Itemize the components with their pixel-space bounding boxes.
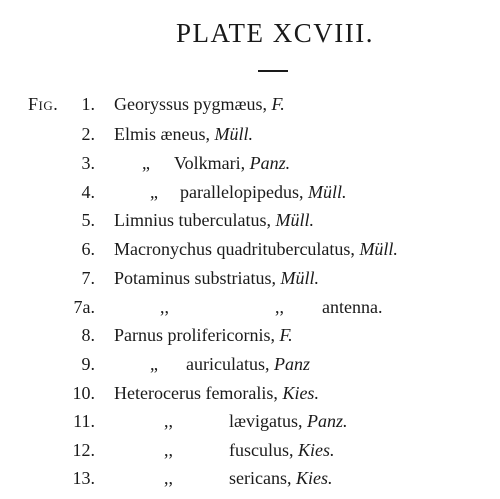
species-name bbox=[114, 380, 319, 406]
species-text: sericans, bbox=[229, 468, 292, 488]
figure-entry-8 bbox=[0, 322, 500, 348]
species-name bbox=[180, 179, 346, 205]
ditto-mark: „ bbox=[150, 354, 158, 374]
species-name bbox=[229, 408, 348, 434]
species-text: parallelopipedus, bbox=[180, 182, 304, 202]
figure-entry-11 bbox=[0, 408, 500, 434]
figure-number: 6. bbox=[81, 239, 95, 259]
ditto-mark: ,, bbox=[164, 468, 173, 488]
figure-number: 7a. bbox=[73, 297, 95, 317]
species-author: Kies. bbox=[298, 440, 335, 460]
figure-entry-7 bbox=[0, 265, 500, 291]
figure-entry-5 bbox=[0, 207, 500, 233]
figure-number: 9. bbox=[81, 354, 95, 374]
species-name bbox=[114, 121, 253, 147]
figure-entry-6 bbox=[0, 236, 500, 262]
figure-entry-3 bbox=[0, 150, 500, 176]
species-author: Müll. bbox=[280, 268, 320, 288]
species-text: Elmis æneus, bbox=[114, 124, 211, 144]
figure-number: 7. bbox=[81, 268, 95, 288]
figure-entry-2 bbox=[0, 121, 500, 147]
species-author: Panz. bbox=[249, 153, 291, 173]
ditto-mark: „ bbox=[142, 153, 150, 173]
figure-entry-7a bbox=[0, 294, 500, 320]
ditto-mark: ,, bbox=[275, 297, 284, 317]
species-author: F. bbox=[271, 94, 285, 114]
species-author: Kies. bbox=[282, 383, 319, 403]
species-author: Panz bbox=[273, 354, 310, 374]
title-rule bbox=[258, 70, 288, 72]
species-name bbox=[229, 465, 333, 491]
figure-number: 11. bbox=[73, 411, 95, 431]
figure-number: 2. bbox=[81, 124, 95, 144]
species-name bbox=[114, 91, 285, 117]
figure-entry-9 bbox=[0, 351, 500, 377]
figure-number: 8. bbox=[81, 325, 95, 345]
figure-entry-13 bbox=[0, 465, 500, 491]
figure-entry-1 bbox=[0, 91, 500, 117]
ditto-mark: ,, bbox=[164, 440, 173, 460]
figure-number: 12. bbox=[72, 440, 95, 460]
ditto-mark: ,, bbox=[164, 411, 173, 431]
figure-number: 4. bbox=[81, 182, 95, 202]
ditto-mark: ,, bbox=[160, 297, 169, 317]
species-text: Volkmari, bbox=[174, 153, 246, 173]
figure-entry-4 bbox=[0, 179, 500, 205]
plate-title: PLATE XCVIII. bbox=[176, 18, 374, 48]
species-author: F. bbox=[279, 325, 293, 345]
figure-number: 13. bbox=[72, 468, 95, 488]
species-author: Müll. bbox=[307, 182, 347, 202]
species-text: Macronychus quadrituberculatus, bbox=[114, 239, 355, 259]
species-name bbox=[229, 437, 335, 463]
species-text: antenna. bbox=[322, 297, 383, 317]
figure-entry-12 bbox=[0, 437, 500, 463]
figure-prefix: Fig. bbox=[28, 94, 59, 114]
species-text: Limnius tuberculatus, bbox=[114, 210, 271, 230]
figure-number: 3. bbox=[81, 153, 95, 173]
species-name bbox=[114, 207, 314, 233]
species-author: Müll. bbox=[275, 210, 314, 230]
species-author: Panz. bbox=[307, 411, 348, 431]
species-author: Müll. bbox=[214, 124, 254, 144]
species-text: Potaminus substriatus, bbox=[114, 268, 277, 288]
species-author: Kies. bbox=[295, 468, 333, 488]
figure-number: 10. bbox=[72, 383, 95, 403]
species-text: Parnus prolifericornis, bbox=[114, 325, 275, 345]
species-name bbox=[174, 150, 290, 176]
species-text: Georyssus pygmæus, bbox=[114, 94, 268, 114]
species-text: auriculatus, bbox=[186, 354, 270, 374]
species-name bbox=[114, 265, 319, 291]
species-name bbox=[186, 351, 310, 377]
species-text: Heterocerus femoralis, bbox=[114, 383, 278, 403]
species-text: lævigatus, bbox=[229, 411, 303, 431]
figure-number: 5. bbox=[81, 210, 95, 230]
species-name bbox=[114, 322, 293, 348]
figure-number: 1. bbox=[81, 94, 95, 114]
species-author: Müll. bbox=[359, 239, 398, 259]
species-name bbox=[114, 236, 398, 262]
species-text: fusculus, bbox=[229, 440, 294, 460]
figure-entry-10 bbox=[0, 380, 500, 406]
ditto-mark: „ bbox=[150, 182, 158, 202]
